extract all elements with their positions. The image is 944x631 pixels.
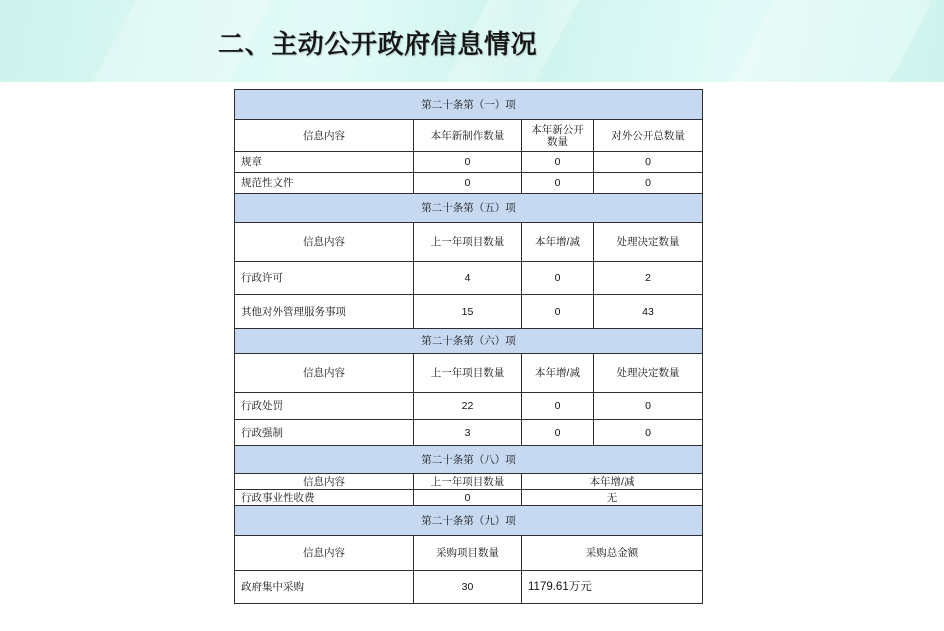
section-heading: 第二十条第（六）项: [235, 329, 703, 354]
section-row: [235, 194, 703, 223]
column-header: 本年增/减: [522, 354, 594, 393]
table-row: [235, 490, 703, 506]
count-value: 0: [594, 420, 703, 446]
column-header: 上一年项目数量: [414, 223, 522, 262]
item-name: 其他对外管理服务事项: [235, 295, 414, 329]
column-header-row: [235, 536, 703, 571]
item-name: 政府集中采购: [235, 571, 414, 604]
count-value: 3: [414, 420, 522, 446]
count-value: 0: [522, 152, 594, 173]
column-header: 上一年项目数量: [414, 354, 522, 393]
count-value: 0: [414, 173, 522, 194]
table-row: [235, 295, 703, 329]
section-heading: 第二十条第（五）项: [235, 194, 703, 223]
column-header: 信息内容: [235, 223, 414, 262]
count-value: 22: [414, 393, 522, 420]
table-row: [235, 420, 703, 446]
count-value: 30: [414, 571, 522, 604]
change-value: 无: [522, 490, 703, 506]
column-header: 处理决定数量: [594, 354, 703, 393]
table-row: [235, 262, 703, 295]
column-header: 对外公开总数量: [594, 120, 703, 152]
count-value: 0: [594, 173, 703, 194]
disclosure-table: [234, 89, 703, 604]
count-value: 0: [414, 152, 522, 173]
table-row: [235, 571, 703, 604]
count-value: 43: [594, 295, 703, 329]
column-header-row: [235, 223, 703, 262]
page-title: 二、主动公开政府信息情况: [218, 29, 538, 59]
item-name: 规章: [235, 152, 414, 173]
section-row: [235, 90, 703, 120]
count-value: 0: [522, 173, 594, 194]
section-row: [235, 446, 703, 474]
total-amount-value: 1179.61万元: [522, 571, 703, 604]
column-header-row: [235, 474, 703, 490]
count-value: 0: [594, 393, 703, 420]
table-row: [235, 393, 703, 420]
count-value: 0: [414, 490, 522, 506]
item-name: 行政事业性收费: [235, 490, 414, 506]
column-header-row: [235, 120, 703, 152]
item-name: 规范性文件: [235, 173, 414, 194]
column-header: 采购总金额: [522, 536, 703, 571]
column-header: 信息内容: [235, 474, 414, 490]
count-value: 0: [522, 262, 594, 295]
count-value: 4: [414, 262, 522, 295]
item-name: 行政许可: [235, 262, 414, 295]
banner-decoration: [728, 0, 931, 82]
table-row: [235, 173, 703, 194]
section-heading: 第二十条第（九）项: [235, 506, 703, 536]
column-header: 本年新制作数量: [414, 120, 522, 152]
count-value: 15: [414, 295, 522, 329]
table-row: [235, 152, 703, 173]
section-heading: 第二十条第（一）项: [235, 90, 703, 120]
column-header: 信息内容: [235, 536, 414, 571]
column-header-row: [235, 354, 703, 393]
column-header-text: 本年新公开数量: [531, 123, 584, 148]
column-header: 信息内容: [235, 120, 414, 152]
count-value: 0: [594, 152, 703, 173]
column-header: 本年增/减: [522, 474, 703, 490]
count-value: 0: [522, 420, 594, 446]
section-heading: 第二十条第（八）项: [235, 446, 703, 474]
count-value: 2: [594, 262, 703, 295]
column-header: 处理决定数量: [594, 223, 703, 262]
column-header: 采购项目数量: [414, 536, 522, 571]
column-header: 本年增/减: [522, 223, 594, 262]
column-header: [522, 120, 594, 152]
section-row: [235, 329, 703, 354]
count-value: 0: [522, 393, 594, 420]
item-name: 行政强制: [235, 420, 414, 446]
count-value: 0: [522, 295, 594, 329]
column-header: 信息内容: [235, 354, 414, 393]
section-row: [235, 506, 703, 536]
column-header: 上一年项目数量: [414, 474, 522, 490]
item-name: 行政处罚: [235, 393, 414, 420]
